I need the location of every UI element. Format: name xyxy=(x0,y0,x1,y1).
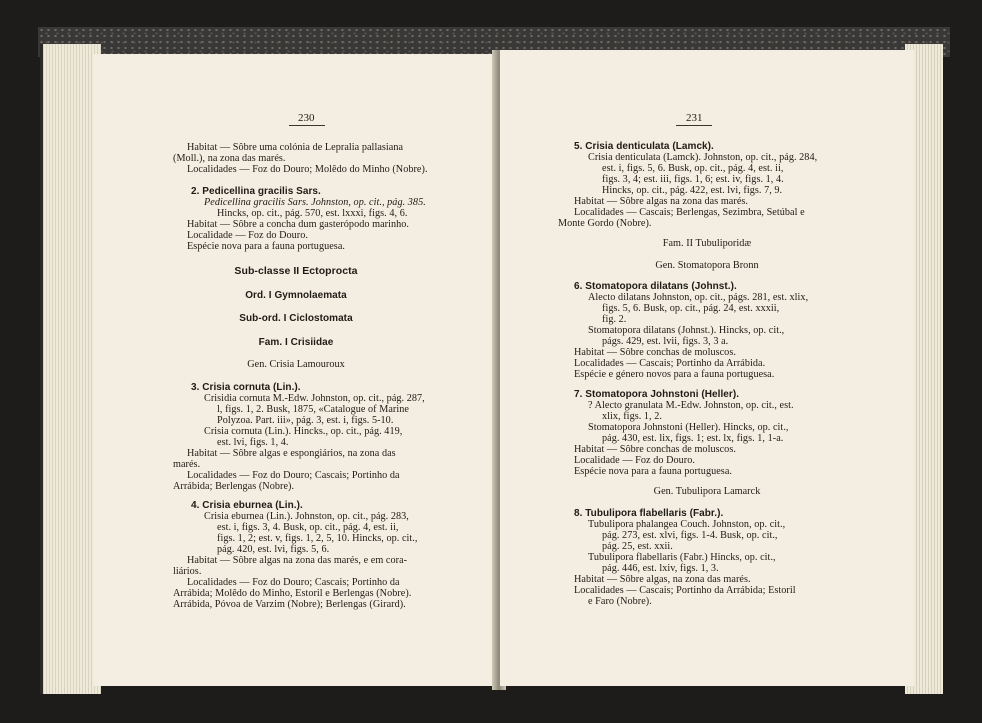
page-number: 230 xyxy=(298,112,315,124)
text-line: est. i, figs. 3, 4. Busk, op. cit., pág. 4, est. ii, xyxy=(217,522,399,533)
section-heading: Sub-classe II Ectoprocta xyxy=(234,265,358,277)
species-heading: 6. Stomatopora dilatans (Johnst.). xyxy=(574,281,737,292)
text-line: Habitat — Sôbre conchas de moluscos. xyxy=(574,444,736,455)
genus-heading: Gen. Tubulipora Lamarck xyxy=(653,486,761,497)
species-heading: 7. Stomatopora Johnstoni (Heller). xyxy=(574,389,740,400)
text-line: liários. xyxy=(173,566,202,577)
text-line: Localidade — Foz do Douro. xyxy=(574,455,695,466)
genus-heading: Gen. Stomatopora Bronn xyxy=(655,260,759,271)
text-line: Tubulipora flabellaris (Fabr.) Hincks, op. cit., xyxy=(588,552,776,563)
text-line: pág. 446, est. lxiv, figs. 1, 3. xyxy=(602,563,719,574)
text-line: marés. xyxy=(173,459,201,470)
text-line: pág. 25, est. xxii. xyxy=(602,541,673,552)
text-line: Localidades — Cascais; Portinho da Arrábida; Estoril xyxy=(574,585,796,596)
genus-heading: Gen. Crisia Lamouroux xyxy=(247,359,345,370)
text-line: pág. 420, est. lvi, figs. 5, 6. xyxy=(217,544,330,555)
section-heading: Fam. I Crisiidae xyxy=(258,337,334,348)
text-line: Arrábida; Molêdo do Minho, Estoril e Berlengas (Nobre). xyxy=(173,588,412,599)
text-line: Polyzoa. Part. iii», pág. 3, est. i, figs. 5-10. xyxy=(217,415,394,426)
text-line: pág. 273, est. xlvi, figs. 1-4. Busk, op. cit., xyxy=(602,530,778,541)
text-line: Pedicellina gracilis Sars. Johnston, op. cit., pág. 385. xyxy=(204,197,426,208)
text-line: ? Alecto granulata M.-Edw. Johnston, op. cit., est. xyxy=(588,400,794,411)
left-page xyxy=(93,54,499,686)
text-line: figs. 3, 4; est. iii, figs. 1, 6; est. iv, figs. 1, 4. xyxy=(602,174,784,185)
text-line: págs. 429, est. lvii, figs. 3, 3 a. xyxy=(602,336,729,347)
text-line: est. lvi, figs. 1, 4. xyxy=(217,437,289,448)
text-line: fig. 2. xyxy=(602,314,627,325)
species-heading: 8. Tubulipora flabellaris (Fabr.). xyxy=(574,508,724,519)
text-line: Localidades — Foz do Douro; Cascais; Portinho da xyxy=(187,577,400,588)
text-line: l, figs. 1, 2. Busk, 1875, «Catalogue of Marine xyxy=(217,404,409,415)
text-line: figs. 5, 6. Busk, op. cit., pág. 24, est. xxxii, xyxy=(602,303,780,314)
text-line: Hincks, op. cit., pág. 422, est. lvi, figs. 7, 9. xyxy=(602,185,783,196)
species-heading: 3. Crisia cornuta (Lin.). xyxy=(191,382,301,393)
right-page xyxy=(500,50,914,686)
text-line: Espécie nova para a fauna portuguesa. xyxy=(574,466,732,477)
text-line: Stomatopora Johnstoni (Heller). Hincks, op. cit., xyxy=(588,422,789,433)
text-line: Espécie nova para a fauna portuguesa. xyxy=(187,241,345,252)
text-line: Habitat — Sôbre uma colónia de Lepralia pallasiana xyxy=(187,142,404,153)
text-line: Alecto dilatans Johnston, op. cit., págs. 281, est. xlix, xyxy=(588,292,809,303)
text-line: e Faro (Nobre). xyxy=(588,596,652,607)
text-line: Localidades — Cascais; Berlengas, Sezimbra, Setúbal e xyxy=(574,207,805,218)
section-heading: Ord. I Gymnolaemata xyxy=(245,290,347,301)
text-line: Monte Gordo (Nobre). xyxy=(558,218,652,229)
text-line: Habitat — Sôbre algas na zona das marés. xyxy=(574,196,748,207)
text-line: Crisia eburnea (Lin.). Johnston, op. cit., pág. 283, xyxy=(204,511,409,522)
text-line: Crisidia cornuta M.-Edw. Johnston, op. cit., pág. 287, xyxy=(204,393,425,404)
text-line: Localidades — Foz do Douro; Molêdo do Minho (Nobre). xyxy=(187,164,428,175)
species-heading: 4. Crisia eburnea (Lin.). xyxy=(191,500,303,511)
text-line: Stomatopora dilatans (Johnst.). Hincks, op. cit., xyxy=(588,325,785,336)
section-heading: Fam. II Tubuliporidæ xyxy=(662,238,752,249)
header-rule xyxy=(676,125,712,126)
text-line: Espécie e género novos para a fauna portuguesa. xyxy=(574,369,775,380)
text-line: est. i, figs. 5, 6. Busk, op. cit., pág. 4, est. ii, xyxy=(602,163,784,174)
text-line: Habitat — Sôbre algas na zona das marés, e em cora- xyxy=(187,555,408,566)
text-line: xlix, figs. 1, 2. xyxy=(602,411,662,422)
text-line: Localidades — Cascais; Portinho da Arrábida. xyxy=(574,358,766,369)
text-line: pág. 430, est. lix, figs. 1; est. lx, figs. 1, 1-a. xyxy=(602,433,784,444)
text-line: Tubulipora phalangea Couch. Johnston, op. cit., xyxy=(588,519,786,530)
text-line: Habitat — Sôbre conchas de moluscos. xyxy=(574,347,736,358)
left-page-edges xyxy=(40,44,101,694)
text-line: Habitat — Sôbre a concha dum gasterópodo marinho. xyxy=(187,219,409,230)
text-line: Hincks, op. cit., pág. 570, est. lxxxi, figs. 4, 6. xyxy=(217,208,408,219)
page-number: 231 xyxy=(686,112,703,124)
text-line: (Moll.), na zona das marés. xyxy=(173,153,286,164)
text-line: Habitat — Sôbre algas e espongiários, na zona das xyxy=(187,448,396,459)
text-line: Crisia cornuta (Lin.). Hincks., op. cit., pág. 419, xyxy=(204,426,403,437)
species-heading: 5. Crisia denticulata (Lamck). xyxy=(574,141,714,152)
text-line: Arrábida; Berlengas (Nobre). xyxy=(173,481,295,492)
species-heading: 2. Pedicellina gracilis Sars. xyxy=(191,186,321,197)
text-line: figs. 1, 2; est. v, figs. 1, 2, 5, 10. Hincks, op. cit., xyxy=(217,533,418,544)
text-line: Localidades — Foz do Douro; Cascais; Portinho da xyxy=(187,470,400,481)
text-line: Localidade — Foz do Douro. xyxy=(187,230,308,241)
text-line: Habitat — Sôbre algas, na zona das marés. xyxy=(574,574,751,585)
header-rule xyxy=(289,125,325,126)
section-heading: Sub-ord. I Ciclostomata xyxy=(239,313,353,324)
text-line: Arrábida, Póvoa de Varzim (Nobre); Berlengas (Girard). xyxy=(173,599,406,610)
text-line: Crisia denticulata (Lamck). Johnston, op. cit., pág. 284, xyxy=(588,152,818,163)
